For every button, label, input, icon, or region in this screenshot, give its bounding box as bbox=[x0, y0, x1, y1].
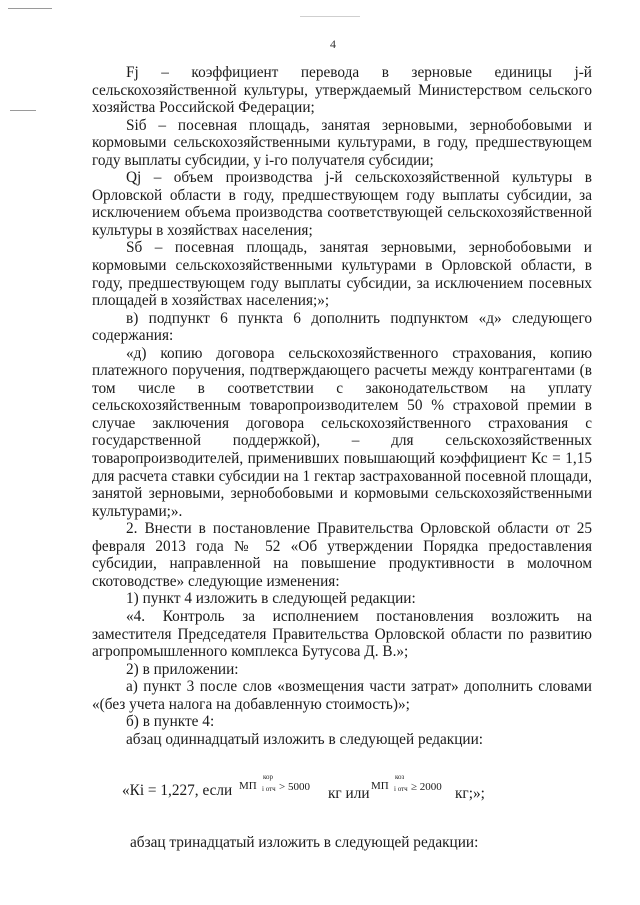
paragraph-qj: Qj – объем производства j-й сельскохозяйственной культуры в Орловской области в году, предшествующем году выплаты субсидии, за исключением объема производства соответствующей сельскохозяйственной культуры в хозяйствах населения; bbox=[92, 169, 592, 239]
paragraph-subpoint-v: в) подпункт 6 пункта 6 дополнить подпунктом «д» следующего содержания: bbox=[92, 309, 592, 345]
paragraph-item-a: а) пункт 3 после слов «возмещения части затрат» дополнить словами «(без учета налога на добавленную стоимость)»; bbox=[92, 678, 592, 713]
scan-mark-top bbox=[300, 16, 360, 17]
formula-mp1-sub: i отч bbox=[262, 785, 276, 794]
scan-mark-margin bbox=[10, 110, 36, 111]
formula-unit2: кг;»; bbox=[455, 785, 485, 803]
paragraph-fj: Fj – коэффициент перевода в зерновые единицы j-й сельскохозяйственной культуры, утверждаемый Министерством сельского хозяйства Российской Федерации; bbox=[92, 64, 592, 117]
formula-mp2-sup: коз bbox=[395, 773, 405, 782]
formula-cond2: ≥ 2000 bbox=[411, 781, 442, 794]
paragraph-abzac-13: абзац тринадцатый изложить в следующей редакции: bbox=[130, 834, 479, 852]
paragraph-control: «4. Контроль за исполнением постановления возложить на заместителя Председателя Правительства Орловской области по развитию агропромышленного комплекса Бутусова Д. В.»; bbox=[92, 607, 592, 661]
formula-mp2-sub: i отч bbox=[394, 785, 408, 794]
paragraph-subpoint-d: «д) копию договора сельскохозяйственного страхования, копию платежного поручения, подтверждающего расчеты между контрагентами (в том числе в соответствии с законодательством на уплату сельскохозяйственным товаропроизводителем 50 % страховой премии в случае заключения договора сельскохозяйственного страхования с государственной поддержкой), – для сельскохозяйственных товаропроизводителей, применивших повышающий коэффициент Кс = 1,15 для расчета ставки субсидии на 1 гектар застрахованной посевной площади, занятой зерновыми, зернобобовыми и кормовыми сельскохозяйственными культурами;». bbox=[92, 344, 592, 520]
formula-mp2: МП bbox=[371, 780, 389, 793]
paragraph-sib: Siб – посевная площадь, занятая зерновыми, зернобобовыми и кормовыми сельскохозяйственными культурами, в году, предшествующем году выплаты субсидии, у i-го получателя субсидии; bbox=[92, 116, 592, 169]
formula-mp1: МП bbox=[239, 780, 257, 793]
paragraph-sb: Sб – посевная площадь, занятая зерновыми, зернобобовыми и кормовыми сельскохозяйственными культурами в Орловской области, в году, предшествующем году выплаты субсидии, за исключением посевных площадей в хозяйствах населения;»; bbox=[92, 239, 592, 310]
scan-mark-left bbox=[8, 8, 52, 9]
formula-cond1: > 5000 bbox=[279, 781, 310, 794]
document-body bbox=[92, 64, 592, 852]
paragraph-abzac-11: абзац одиннадцатый изложить в следующей редакции: bbox=[126, 730, 484, 748]
coefficient-formula bbox=[92, 756, 592, 816]
paragraph-appendix: 2) в приложении: bbox=[126, 660, 239, 678]
page-number: 4 bbox=[330, 37, 336, 51]
paragraph-item-2-1: 1) пункт 4 изложить в следующей редакции: bbox=[126, 590, 416, 608]
formula-lhs: «Кi = 1,227, если bbox=[122, 782, 233, 800]
formula-unit1: кг или bbox=[328, 785, 370, 803]
paragraph-item-2: 2. Внести в постановление Правительства Орловской области от 25 февраля 2013 года № 52 «Об утверждении Порядка предоставления субсидии, направленной на повышение продуктивности в молочном скотоводстве» следующие изменения: bbox=[92, 520, 592, 590]
paragraph-item-b: б) в пункте 4: bbox=[126, 713, 215, 731]
formula-mp1-sup: кор bbox=[263, 773, 274, 782]
